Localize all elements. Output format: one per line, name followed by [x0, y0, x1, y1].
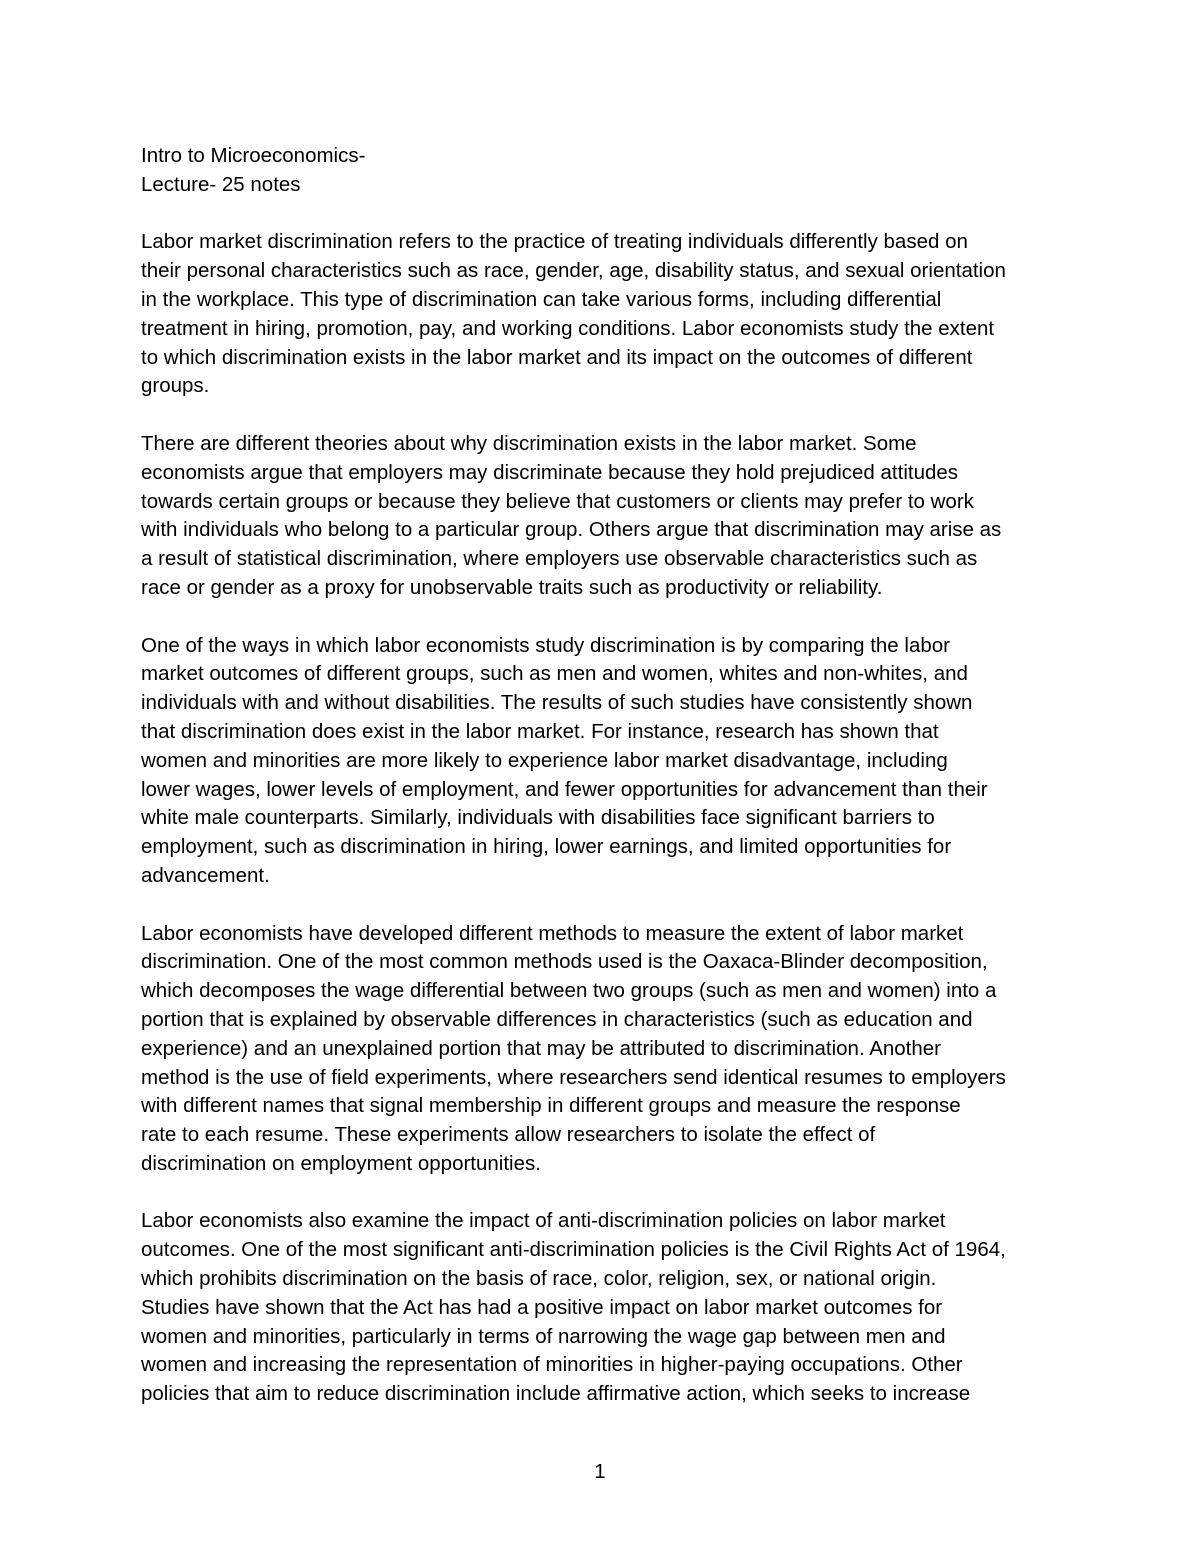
text-line: policies that aim to reduce discrimination include affirmative action, which seeks to increase	[141, 1382, 971, 1406]
page-number: 1	[594, 1460, 606, 1483]
text-line: race or gender as a proxy for unobservable traits such as productivity or reliability.	[141, 575, 883, 599]
text-line: discrimination on employment opportunities.	[141, 1151, 541, 1175]
text-line: towards certain groups or because they believe that customers or clients may prefer to work	[141, 489, 974, 513]
text-line: method is the use of field experiments, where researchers send identical resumes to employers	[141, 1065, 1006, 1089]
text-line: women and minorities are more likely to experience labor market disadvantage, including	[141, 748, 948, 772]
document-subtitle: Lecture- 25 notes	[141, 172, 301, 196]
text-line: portion that is explained by observable differences in characteristics (such as education and	[141, 1007, 973, 1031]
text-line: with different names that signal membership in different groups and measure the response	[141, 1094, 961, 1118]
paragraph-1	[141, 200, 1065, 402]
text-line: experience) and an unexplained portion that may be attributed to discrimination. Another	[141, 1036, 942, 1060]
paragraph-2	[141, 401, 1065, 603]
text-line: outcomes. One of the most significant anti-discrimination policies is the Civil Rights Act of 1964,	[141, 1238, 1006, 1262]
text-line: Studies have shown that the Act has had a positive impact on labor market outcomes for	[141, 1295, 943, 1319]
text-line: There are different theories about why discrimination exists in the labor market. Some	[141, 431, 917, 455]
text-line: Labor economists have developed different methods to measure the extent of labor market	[141, 921, 964, 945]
page-content	[141, 142, 1065, 1409]
text-line: their personal characteristics such as race, gender, age, disability status, and sexual orientation	[141, 259, 1006, 283]
text-line: market outcomes of different groups, such as men and women, whites and non-whites, and	[141, 662, 968, 686]
text-line: that discrimination does exist in the labor market. For instance, research has shown that	[141, 719, 939, 743]
text-line: discrimination. One of the most common methods used is the Oaxaca-Blinder decomposition,	[141, 950, 988, 974]
text-line: lower wages, lower levels of employment, and fewer opportunities for advancement than their	[141, 777, 988, 801]
text-line: groups.	[141, 374, 210, 398]
text-line: white male counterparts. Similarly, individuals with disabilities face significant barriers to	[141, 806, 935, 830]
text-line: with individuals who belong to a particular group. Others argue that discrimination may arise as	[141, 518, 1002, 542]
text-line: treatment in hiring, promotion, pay, and working conditions. Labor economists study the extent	[141, 316, 995, 340]
text-line: advancement.	[141, 863, 270, 887]
text-line: which decomposes the wage differential between two groups (such as men and women) into a	[141, 979, 997, 1003]
text-line: Labor economists also examine the impact of anti-discrimination policies on labor market	[141, 1209, 946, 1233]
paragraph-3	[141, 603, 1065, 891]
text-line: employment, such as discrimination in hiring, lower earnings, and limited opportunities for	[141, 835, 952, 859]
text-line: a result of statistical discrimination, where employers use observable characteristics such as	[141, 547, 978, 571]
text-line: women and increasing the representation of minorities in higher-paying occupations. Other	[141, 1353, 963, 1377]
text-line: individuals with and without disabilities. The results of such studies have consistently shown	[141, 691, 973, 715]
text-line: economists argue that employers may discriminate because they hold prejudiced attitudes	[141, 460, 959, 484]
text-line: to which discrimination exists in the labor market and its impact on the outcomes of different	[141, 345, 973, 369]
text-line: One of the ways in which labor economists study discrimination is by comparing the labor	[141, 633, 950, 657]
text-line: which prohibits discrimination on the basis of race, color, religion, sex, or national origin.	[141, 1267, 937, 1291]
text-line: in the workplace. This type of discrimination can take various forms, including differential	[141, 287, 942, 311]
paragraph-5	[141, 1179, 1065, 1409]
text-line: Labor market discrimination refers to the practice of treating individuals differently based on	[141, 230, 968, 254]
text-line: women and minorities, particularly in terms of narrowing the wage gap between men and	[141, 1324, 946, 1348]
document-title: Intro to Microeconomics-	[141, 144, 366, 167]
paragraph-4	[141, 891, 1065, 1179]
text-line: rate to each resume. These experiments allow researchers to isolate the effect of	[141, 1123, 876, 1147]
